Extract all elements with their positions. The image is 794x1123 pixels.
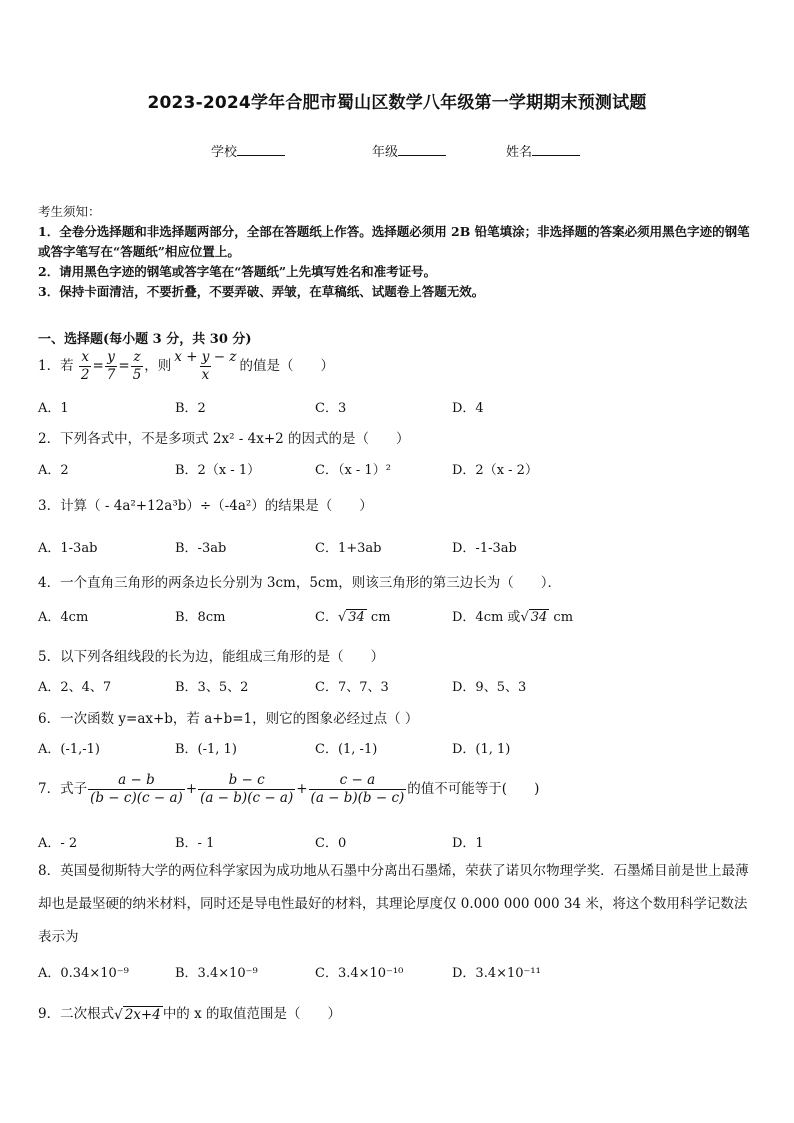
name-field: 姓名	[506, 141, 580, 160]
school-field: 学校	[211, 141, 285, 160]
question-6: 6．一次函数 y=ax+b，若 a+b=1，则它的图象必经过点（ ）	[38, 711, 419, 727]
notice-item-1: 1．全卷分选择题和非选择题两部分，全部在答题纸上作答。选择题必须用 2B 铅笔填涂；非选择题的答案必须用黑色字迹的钢笔或答字笔写在“答题纸”相应位置上。	[38, 224, 750, 259]
option-c[interactable]: C．3	[315, 401, 347, 416]
option-b[interactable]: B．2	[175, 401, 206, 416]
option-d[interactable]: D．9、5、3	[452, 680, 527, 695]
option-d[interactable]: D．2（x - 2）	[452, 463, 538, 478]
option-a[interactable]: A．2	[38, 463, 69, 478]
name-blank[interactable]	[532, 143, 580, 156]
sqrt: √ 34	[520, 610, 548, 625]
options-row	[38, 537, 758, 557]
options-row	[38, 738, 758, 758]
options-row	[38, 397, 758, 417]
option-a[interactable]: A．(-1,-1)	[38, 742, 100, 757]
option-d[interactable]: D．4cm 或√ 34 cm	[452, 610, 574, 625]
question-9: 9．二次根式√ 2x+4 中的 x 的取值范围是（ ）	[38, 1006, 342, 1023]
options-row	[38, 676, 758, 696]
option-a[interactable]: A．1-3ab	[38, 541, 98, 556]
option-c[interactable]: C．（x - 1）²	[315, 463, 391, 478]
option-b[interactable]: B．3、5、2	[175, 680, 249, 695]
option-a[interactable]: A．1	[38, 401, 69, 416]
sqrt: √ 34	[337, 610, 365, 625]
option-c[interactable]: C．√ 34 cm	[315, 610, 391, 625]
grade-blank[interactable]	[398, 143, 446, 156]
notice-item-2: 2．请用黑色字迹的钢笔或答字笔在“答题纸”上先填写姓名和准考证号。	[38, 264, 437, 279]
notice-item-3: 3．保持卡面清洁，不要折叠，不要弄破、弄皱，在草稿纸、试题卷上答题无效。	[38, 284, 485, 299]
options-row	[38, 832, 758, 852]
option-c[interactable]: C．1+3ab	[315, 541, 382, 556]
question-3: 3．计算（ - 4a²+12a³b）÷（-4a²）的结果是（ ）	[38, 498, 373, 514]
question-8: 8．英国曼彻斯特大学的两位科学家因为成功地从石墨中分离出石墨烯，荣获了诺贝尔物理学奖．石墨烯目前是世上最薄却也是最坚硬的纳米材料，同时还是导电性最好的材料，其理论厚度仅 0.000 000 000 34 米，将这个数用科学记数法表示为	[38, 863, 749, 945]
radical-sign: √	[337, 610, 347, 625]
grade-field: 年级	[372, 141, 446, 160]
question-7: 7．式子 $\frac{a - b}{(b - c)(c - a)}$ + $\frac{b - c}{(a - b)(c - a)}$ + $\frac{c - a}{(a - b)(b - c)}$ 的值不可能等于( )	[38, 772, 540, 806]
fraction: $\frac{a - b}{(b - c)(c - a)}$	[90, 772, 183, 806]
options-row	[38, 459, 758, 479]
option-b[interactable]: B．-3ab	[175, 541, 227, 556]
school-blank[interactable]	[237, 143, 285, 156]
sqrt: √ 2x+4	[114, 1006, 161, 1023]
option-c[interactable]: C．(1, -1)	[315, 742, 378, 757]
option-d[interactable]: D．4	[452, 401, 484, 416]
fraction: $\frac{z}{5}$	[132, 349, 142, 383]
question-5: 5．以下列各组线段的长为边，能组成三角形的是（ ）	[38, 649, 385, 665]
option-c[interactable]: C．0	[315, 836, 347, 851]
page-title: 2023-2024学年合肥市蜀山区数学八年级第一学期期末预测试题	[147, 93, 647, 113]
fraction: $\frac{c - a}{(a - b)(b - c)}$	[310, 772, 405, 806]
option-c[interactable]: C．3.4×10⁻¹⁰	[315, 966, 404, 981]
option-d[interactable]: D．(1, 1)	[452, 742, 511, 757]
option-d[interactable]: D．3.4×10⁻¹¹	[452, 966, 541, 981]
notice-block	[38, 202, 758, 302]
option-d[interactable]: D．-1-3ab	[452, 541, 517, 556]
option-b[interactable]: B．2（x - 1）	[175, 463, 261, 478]
option-b[interactable]: B．8cm	[175, 610, 226, 625]
option-d[interactable]: D．1	[452, 836, 484, 851]
option-b[interactable]: B．(-1, 1)	[175, 742, 237, 757]
options-row	[38, 962, 758, 982]
radical-sign: √	[520, 610, 529, 625]
fraction: $\frac{b - c}{(a - b)(c - a)}$	[200, 772, 294, 806]
question-4: 4．一个直角三角形的两条边长分别为 3cm，5cm，则该三角形的第三边长为（ ）．	[38, 575, 562, 591]
section-heading: 一、选择题(每小题 3 分，共 30 分)	[38, 332, 252, 347]
options-row	[38, 606, 758, 626]
notice-heading: 考生须知：	[38, 204, 101, 219]
question-2: 2．下列各式中，不是多项式 2x² - 4x+2 的因式的是（ ）	[38, 431, 410, 447]
option-a[interactable]: A．- 2	[38, 836, 78, 851]
fraction: $\frac{x}{2}$	[80, 349, 90, 383]
option-b[interactable]: B．3.4×10⁻⁹	[175, 966, 258, 981]
radical-sign: √	[114, 1006, 123, 1023]
question-1: 1．若 $\frac{x}{2}$ = $\frac{y}{7}$ = $\frac{z}{5}$ ，则 $\frac{x + y - z}{x}$ 的值是（ ）	[38, 349, 334, 383]
option-a[interactable]: A．4cm	[38, 610, 89, 625]
option-c[interactable]: C．7、7、3	[315, 680, 389, 695]
fraction: $\frac{x + y - z}{x}$	[174, 349, 237, 383]
option-a[interactable]: A．0.34×10⁻⁹	[38, 966, 129, 981]
option-a[interactable]: A．2、4、7	[38, 680, 112, 695]
option-b[interactable]: B．- 1	[175, 836, 215, 851]
fraction: $\frac{y}{7}$	[106, 349, 116, 383]
